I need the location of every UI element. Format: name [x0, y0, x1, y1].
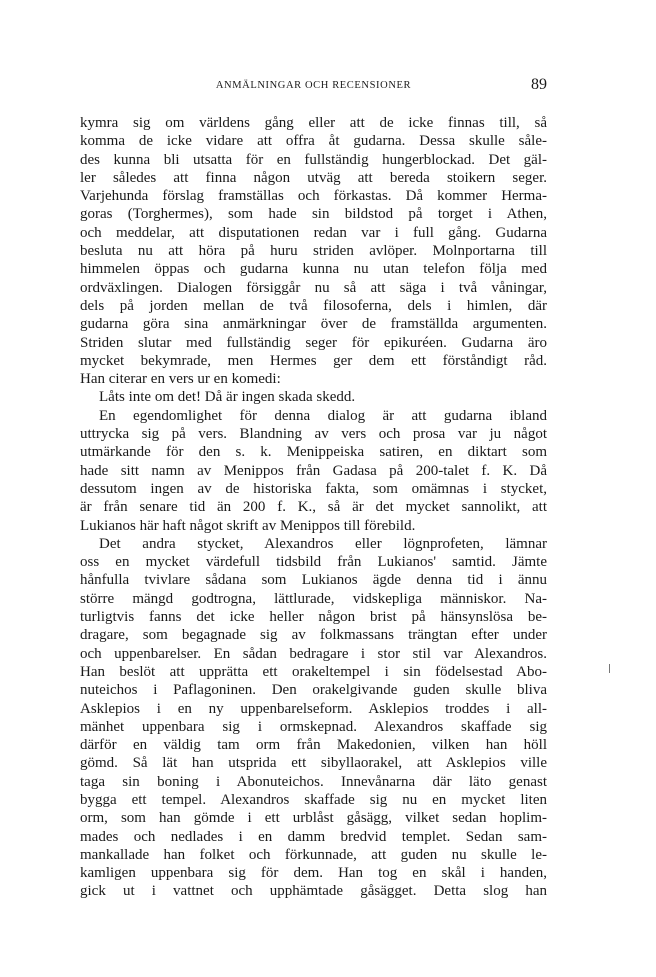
- text-line: taga sin boning i Abonuteichos. Innevånarna där läto genast: [80, 773, 547, 790]
- text-line: komma de icke vidare att offra åt gudarna. Dessa skulle såle-: [80, 133, 547, 150]
- text-line: gick ut i vattnet och upphämtade gåsägget. Detta slog han: [80, 883, 547, 900]
- text-line: nuteichos i Paflagoninen. Den orakelgivande guden skulle bliva: [80, 682, 547, 699]
- text-line: mänhet uppenbara sig i ormskepnad. Alexandros skaffade sig: [80, 718, 547, 735]
- text-line: goras (Torghermes), som hade sin bildstod på torget i Athen,: [80, 206, 547, 223]
- text-line: kymra sig om världens gång eller att de icke finnas till, så: [80, 115, 547, 131]
- text-line: Lukianos här haft något skrift av Menippos till förebild.: [80, 517, 416, 534]
- text-line: Asklepios i en ny uppenbarelseform. Asklepios troddes i all-: [80, 700, 547, 717]
- text-line: större mängd godtrogna, lättlurade, vidskepliga människor. Na-: [80, 590, 547, 607]
- text-line: turligtvis fanns det icke heller någon brist på hänsynslösa be-: [80, 609, 547, 626]
- text-line: utmärkande för den s. k. Menippeiska satiren, en diktart som: [80, 444, 547, 461]
- text-line: Han citerar en vers ur en komedi:: [80, 371, 281, 388]
- page-number: 89: [531, 76, 547, 93]
- text-line: ordväxlingen. Dialogen försiggår nu så att säga i två våningar,: [80, 279, 547, 296]
- text-line: kamligen uppenbara sig för dem. Han tog en skål i handen,: [80, 865, 547, 882]
- text-line: dragare, som begagnade sig av folkmassans trängtan efter under: [80, 627, 547, 644]
- text-line: Han beslöt att upprätta ett orakeltempel i sin födelsestad Abo-: [80, 663, 547, 680]
- text-line: bygga ett tempel. Alexandros skaffade sig nu en mycket liten: [80, 791, 547, 808]
- text-line: därför en väldig tam orm från Makedonien, vilken han höll: [80, 737, 547, 754]
- text-line: uttrycka sig på vers. Blandning av vers och prosa var ju något: [80, 426, 547, 443]
- text-line: mades och nedlades i en damm bredvid templet. Sedan sam-: [80, 828, 547, 845]
- text-line: hånfulla tvivlare sådana som Lukianos ägde denna tid i ännu: [80, 572, 547, 589]
- text-line: är från senare tid än 200 f. K., så är det mycket sannolikt, att: [80, 499, 547, 516]
- text-line: Varjehunda förslag framställas och förkastas. Då kommer Herma-: [80, 188, 547, 205]
- margin-mark: [609, 664, 610, 673]
- text-line: gömd. Så lät han utsprida ett sibyllaorakel, att Asklepios ville: [80, 755, 547, 772]
- text-line: gudarna göra sina anmärkningar över de framställda argumenten.: [80, 316, 547, 333]
- text-line: orm, som han gömde i ett urblåst gåsägg, vilket sedan hoplim-: [80, 810, 547, 827]
- text-line: Striden slutar med fullständig seger för epikuréen. Gudarna äro: [80, 334, 547, 351]
- text-line: oss en mycket värdefull tidsbild från Lukianos' samtid. Jämte: [80, 554, 547, 571]
- text-line: och meddelar, att disputationen redan var i full gång. Gudarna: [80, 224, 547, 241]
- text-line: En egendomlighet för denna dialog är att gudarna ibland: [99, 407, 547, 424]
- text-line: och uppenbarelser. En sådan bedragare i stor stil var Alexandros.: [80, 645, 547, 662]
- text-line: himmelen öppas och gudarna kunna nu utan telefon följa med: [80, 261, 547, 278]
- quoted-verse: Låts inte om det! Då är ingen skada skedd.: [99, 389, 356, 406]
- running-title: ANMÄLNINGAR OCH RECENSIONER: [215, 80, 412, 91]
- text-line: mycket bekymrade, men Hermes ger dem ett förståndigt råd.: [80, 352, 547, 369]
- text-line: mankallade han folket och förkunnade, att guden nu skulle le-: [80, 846, 547, 863]
- running-head: [80, 76, 547, 100]
- text-line: Det andra stycket, Alexandros eller lögnprofeten, lämnar: [99, 535, 547, 552]
- body-text: [80, 114, 547, 901]
- text-line: besluta nu att höra på huru striden avlöper. Molnportarna till: [80, 243, 547, 260]
- text-line: dels på jorden mellan de två filosoferna, dels i himlen, där: [80, 297, 547, 314]
- text-line: hade sitt namn av Menippos från Gadasa på 200-talet f. K. Då: [80, 462, 547, 479]
- text-line: dessutom ingen av de historiska fakta, som omämnas i stycket,: [80, 480, 547, 497]
- text-line: des kunna bli utsatta för en fullständig hungerblockad. Det gäl-: [80, 151, 547, 168]
- text-line: ler således att finna någon utväg att bereda stoikern seger.: [80, 169, 547, 186]
